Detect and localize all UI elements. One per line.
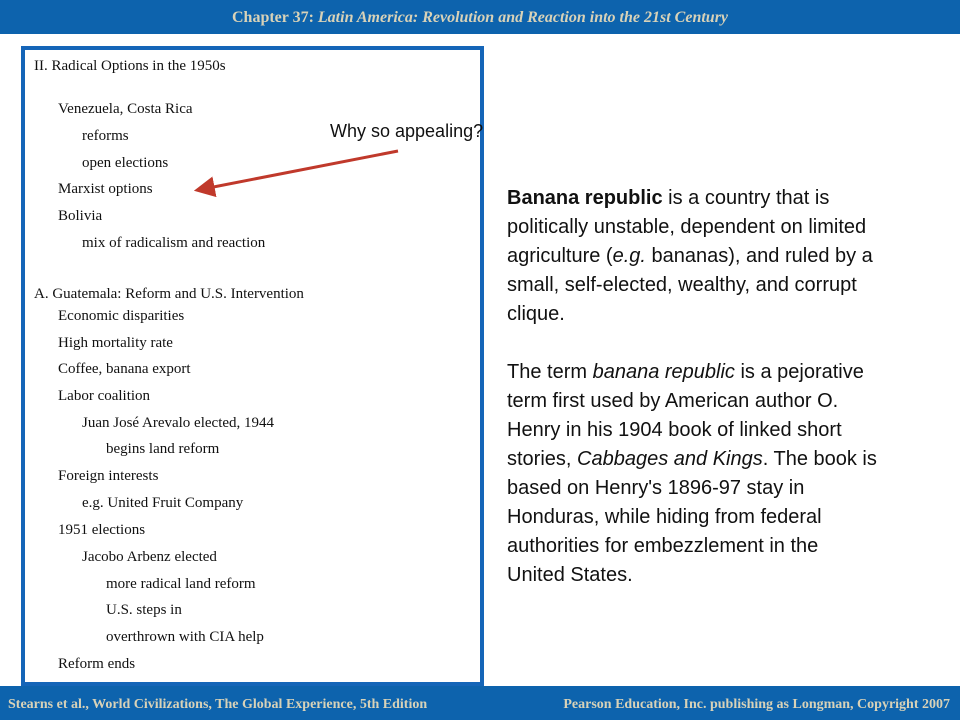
origin-paragraph: The term banana republic is a pejorative term first used by American author O. Henry in his 1904 book of linked short stories, Cabbages and Kings. The book is based on Henry's 1896-97 stay in Honduras, while hiding from federal authorities for embezzlement in the United States. bbox=[507, 361, 877, 586]
outline-item: Labor coalition bbox=[58, 388, 151, 404]
outline-item: Venezuela, Costa Rica bbox=[58, 101, 193, 117]
outline-title: II. Radical Options in the 1950s bbox=[34, 58, 226, 74]
outline-item: mix of radicalism and reaction bbox=[82, 235, 266, 251]
outline-item: 1951 elections bbox=[58, 522, 146, 538]
chapter-label: Chapter 37: bbox=[231, 9, 318, 26]
outline-section-heading: A. Guatemala: Reform and U.S. Intervention bbox=[34, 286, 304, 302]
outline-item: Economic disparities bbox=[58, 308, 185, 324]
question-annotation: Why so appealing? bbox=[330, 121, 484, 141]
outline-item: Coffee, banana export bbox=[58, 361, 191, 377]
outline-item: overthrown with CIA help bbox=[106, 629, 264, 645]
definition-term: Banana republic bbox=[507, 187, 663, 209]
book-title: Cabbages and Kings bbox=[577, 448, 763, 470]
outline-item: e.g. United Fruit Company bbox=[82, 495, 244, 511]
chapter-name: Latin America: Revolution and Reaction into the 21st Century bbox=[317, 9, 729, 26]
outline-item: Jacobo Arbenz elected bbox=[82, 549, 217, 565]
outline-item: Juan José Arevalo elected, 1944 bbox=[82, 415, 275, 431]
definition-panel bbox=[507, 184, 877, 590]
outline-item: Bolivia bbox=[58, 208, 103, 224]
outline-item: Foreign interests bbox=[58, 468, 159, 484]
outline-item: Marxist options bbox=[58, 181, 153, 197]
outline-item: begins land reform bbox=[106, 441, 220, 457]
outline-item: Reform ends bbox=[58, 656, 136, 672]
outline-item: U.S. steps in bbox=[106, 602, 182, 618]
definition-paragraph: Banana republic is a country that is politically unstable, dependent on limited agriculture (e.g. bananas), and ruled by a small, self-elected, wealthy, and corrupt clique. bbox=[507, 187, 873, 325]
outline-item: more radical land reform bbox=[106, 576, 256, 592]
footer-citation: Stearns et al., World Civilizations, The Global Experience, 5th Edition bbox=[8, 697, 428, 712]
outline-item: High mortality rate bbox=[58, 335, 173, 351]
outline-item: open elections bbox=[82, 155, 169, 171]
outline-item: reforms bbox=[82, 128, 129, 144]
footer-copyright: Pearson Education, Inc. publishing as Longman, Copyright 2007 bbox=[563, 697, 950, 712]
